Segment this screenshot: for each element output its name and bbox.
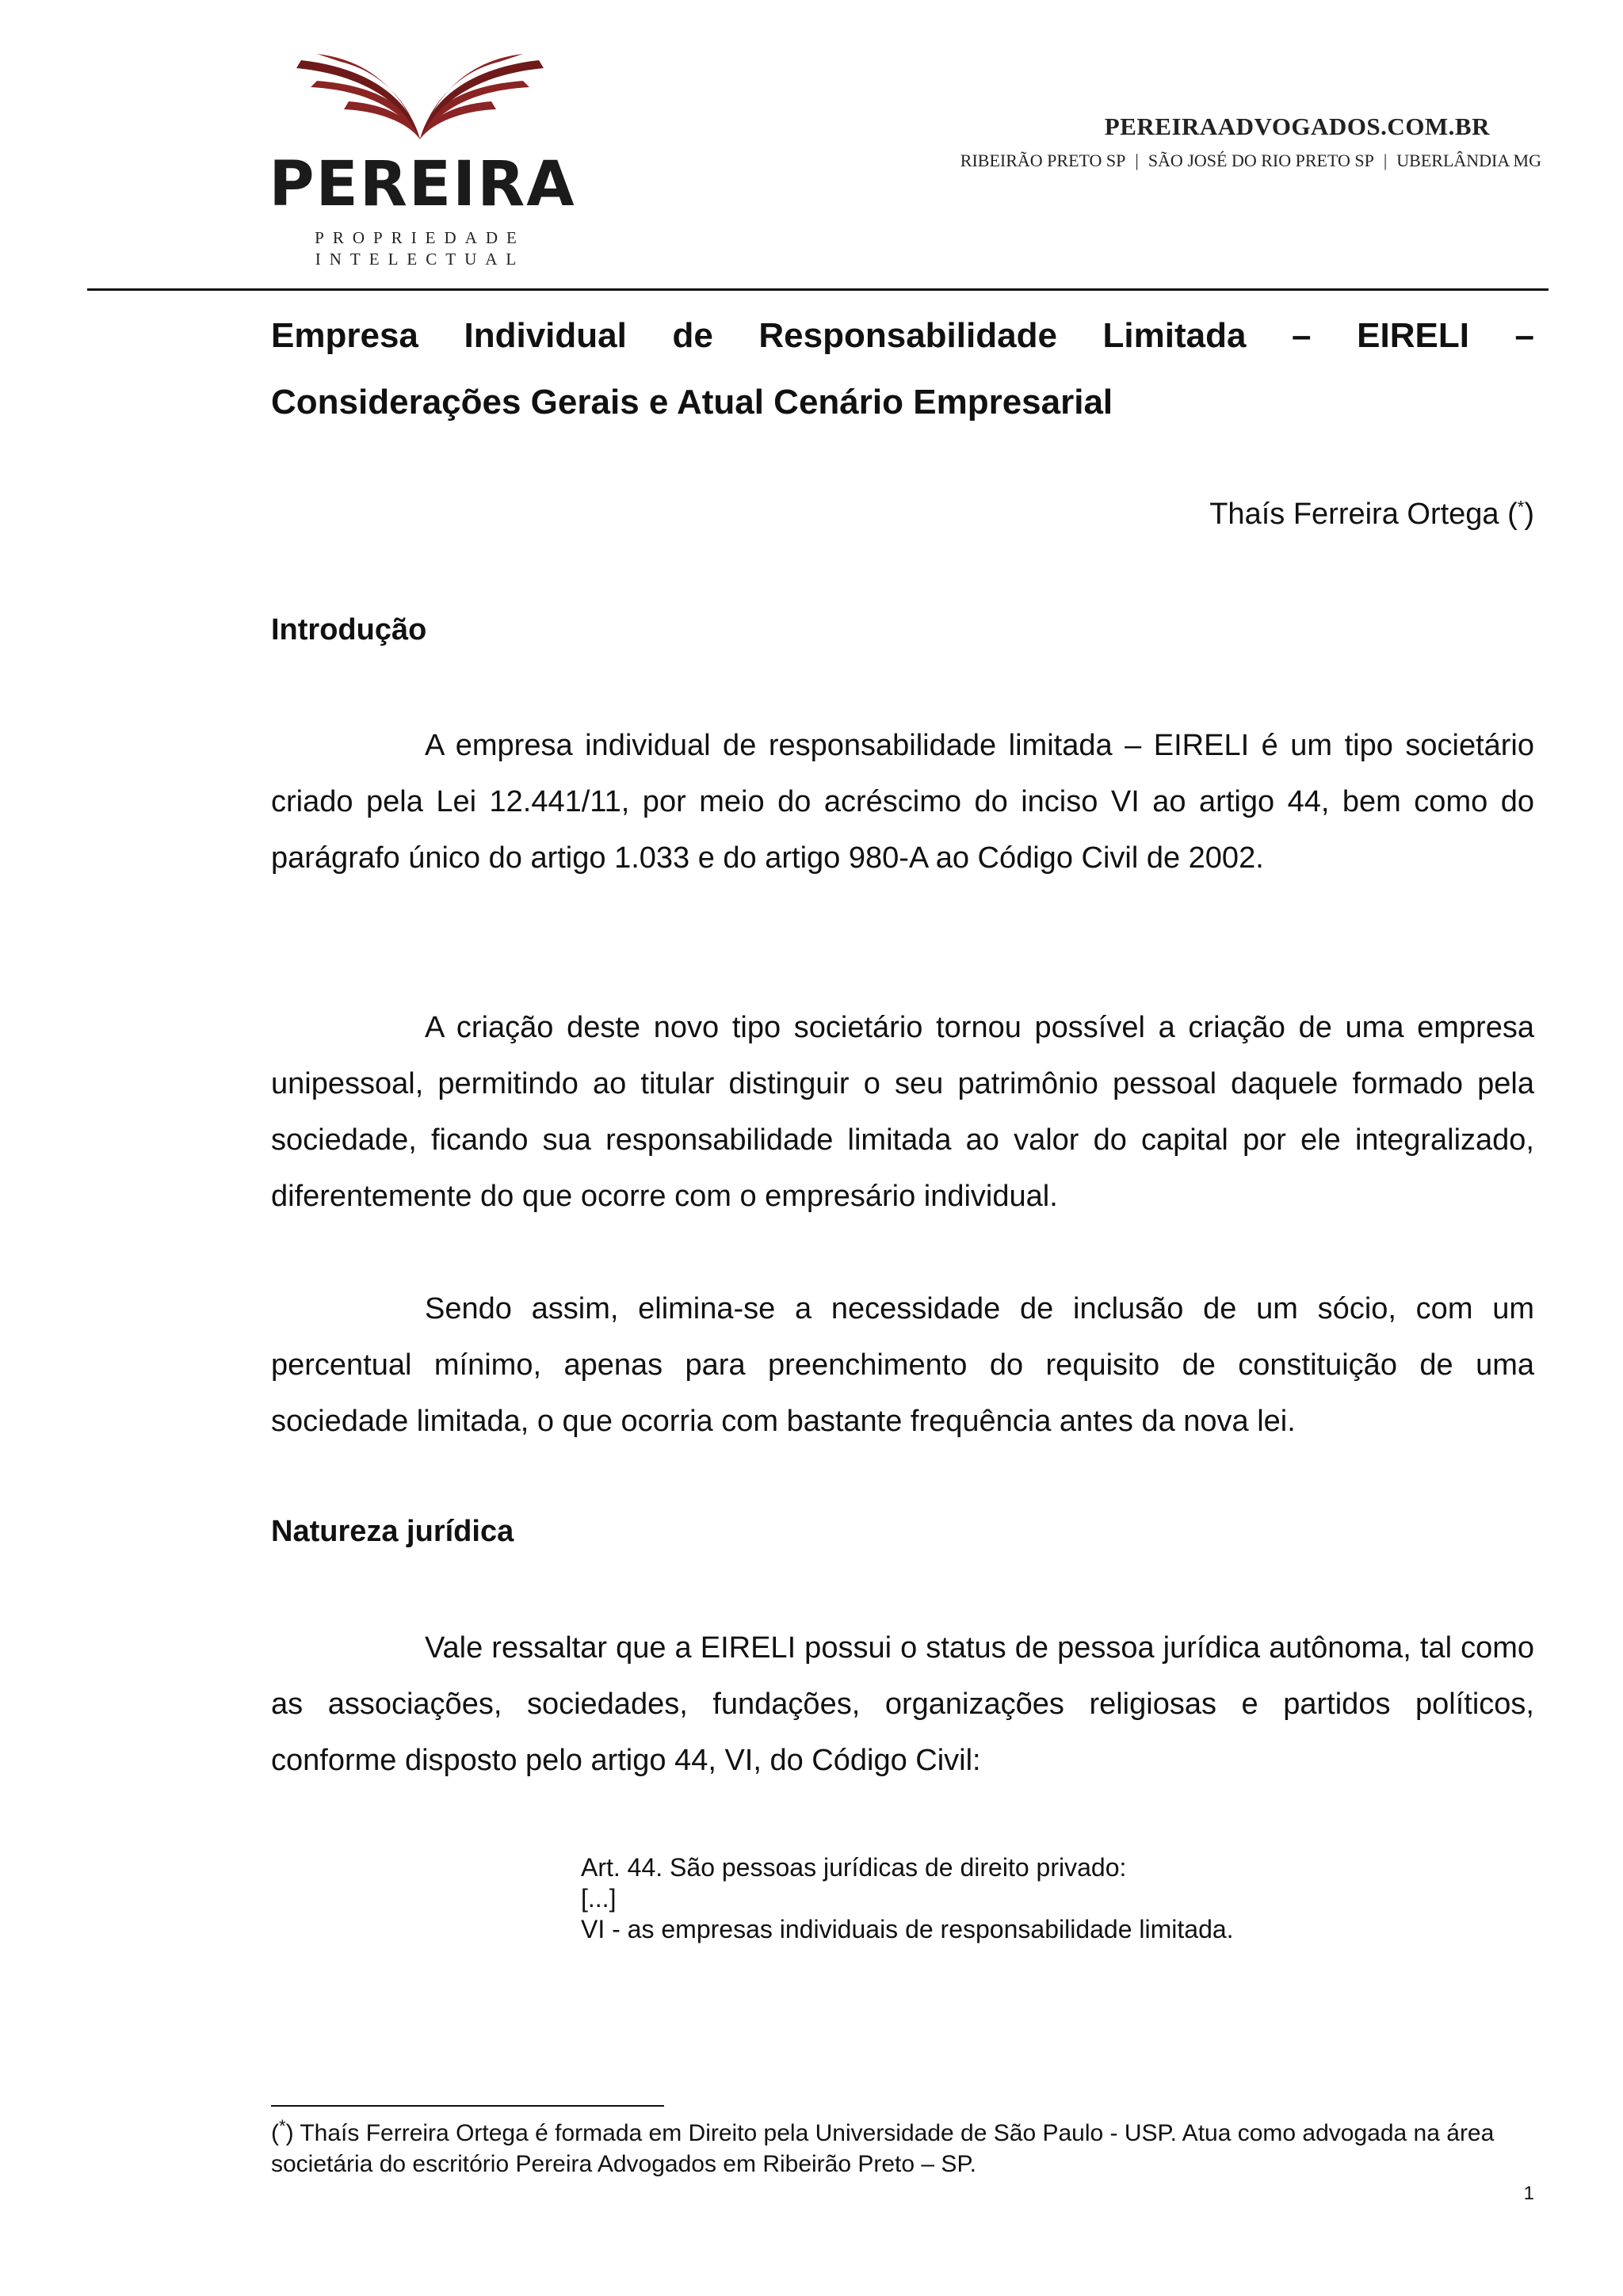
book-wings-icon xyxy=(293,54,547,143)
title-word: Individual xyxy=(464,316,627,355)
location-ribeirao-preto: RIBEIRÃO PRETO SP xyxy=(960,151,1126,170)
title-word: – xyxy=(1292,316,1312,355)
title-word: Responsabilidade xyxy=(758,316,1057,355)
title-word: Limitada xyxy=(1102,316,1247,355)
title-word: Empresa xyxy=(271,316,418,355)
footnote-mark: * xyxy=(279,2116,286,2136)
location-separator: | xyxy=(1135,151,1139,170)
brand-name: PEREIRA xyxy=(269,149,576,220)
legal-quote xyxy=(581,1852,1532,1945)
document-title xyxy=(271,303,1534,436)
section-heading-introducao: Introdução xyxy=(271,613,427,646)
footnote-text: Thaís Ferreira Ortega é formada em Direito pela Universidade de São Paulo - USP. Atua como advogada na área societária do escritório Pereira Advogados em Ribeirão Preto – SP. xyxy=(271,2120,1495,2177)
office-locations xyxy=(872,151,1541,171)
footnote-reference[interactable]: * xyxy=(1517,497,1525,517)
location-uberlandia: UBERLÂNDIA MG xyxy=(1396,151,1541,170)
author-close: ) xyxy=(1524,498,1534,531)
paragraph: A empresa individual de responsabilidade limitada – EIRELI é um tipo societário criado pela Lei 12.441/11, por meio do acréscimo do inciso VI ao artigo 44, bem como do parágrafo único do artigo 1.033 e do artigo 980-A ao Código Civil de 2002. xyxy=(271,729,1534,875)
section-heading-natureza-juridica: Natureza jurídica xyxy=(271,1515,514,1548)
title-word: EIRELI xyxy=(1357,316,1469,355)
location-separator: | xyxy=(1383,151,1388,170)
quote-line: [...] xyxy=(581,1884,617,1913)
header-divider xyxy=(87,288,1549,291)
paragraph: A criação deste novo tipo societário tornou possível a criação de uma empresa unipessoal, permitindo ao titular distinguir o seu patrimônio pessoal daquele formado pela sociedade, ficando sua responsabilidade limitada ao valor do capital por ele integralizado, diferentemente do que ocorre com o empresário individual. xyxy=(271,1011,1534,1213)
site-url[interactable]: PEREIRAADVOGADOS.COM.BR xyxy=(1104,113,1490,140)
quote-line: VI - as empresas individuais de responsabilidade limitada. xyxy=(581,1915,1234,1943)
author-line xyxy=(271,498,1534,532)
brand-subtitle-line1: PROPRIEDADE xyxy=(315,228,525,247)
author-name: Thaís Ferreira Ortega ( xyxy=(1209,498,1518,531)
footnote-divider xyxy=(271,2105,664,2107)
title-word: – xyxy=(1514,316,1534,355)
paragraph: Vale ressaltar que a EIRELI possui o status de pessoa jurídica autônoma, tal como as associações, sociedades, fundações, organizações religiosas e partidos políticos, conforme disposto pelo artigo 44, VI, do Código Civil: xyxy=(271,1631,1534,1777)
footnote-close: ) xyxy=(285,2120,294,2146)
page-number: 1 xyxy=(1523,2183,1534,2204)
footnote-open: ( xyxy=(271,2120,279,2146)
title-word: de xyxy=(672,316,713,355)
title-line-1 xyxy=(271,303,1534,369)
brand-subtitle-line2: INTELECTUAL xyxy=(315,250,525,269)
location-sao-jose-do-rio-preto: SÃO JOSÉ DO RIO PRETO SP xyxy=(1148,151,1374,170)
footnote xyxy=(271,2118,1534,2180)
title-line-2: Considerações Gerais e Atual Cenário Empresarial xyxy=(271,383,1113,421)
paragraph: Sendo assim, elimina-se a necessidade de inclusão de um sócio, com um percentual mínimo, apenas para preenchimento do requisito de constituição de uma sociedade limitada, o que ocorria com bastante frequência antes da nova lei. xyxy=(271,1292,1534,1438)
quote-line: Art. 44. São pessoas jurídicas de direito privado: xyxy=(581,1853,1127,1882)
